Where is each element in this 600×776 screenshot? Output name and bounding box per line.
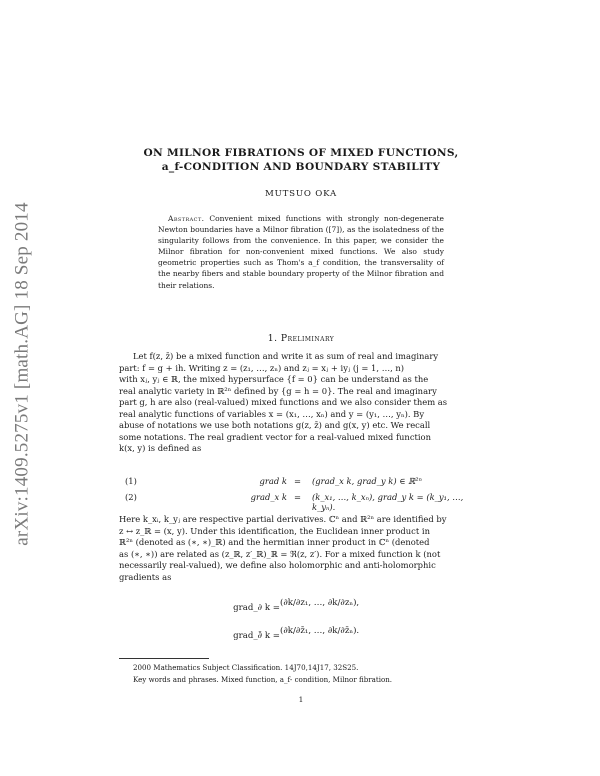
- section-heading: 1. Preliminary: [267, 333, 335, 344]
- footnote-text: Key words and phrases. Mixed function, a_f- condition, Milnor fibration.: [133, 675, 393, 684]
- anti-holomorphic-gradient-equation: [119, 626, 483, 646]
- equation-2: [119, 492, 483, 512]
- equation-lhs: grad k: [259, 476, 287, 486]
- equation-rhs: (k_x₁, …, k_xₙ), grad_y k = (k_y₁, …, k_yₙ).: [312, 492, 464, 512]
- gradient-rhs: (∂k/∂z̄₁, …, ∂k/∂z̄ₙ).: [280, 626, 360, 636]
- gradient-rhs: (∂k/∂z₁, …, ∂k/∂zₙ),: [280, 598, 360, 608]
- equation-lhs: grad_x k: [250, 492, 287, 502]
- text-line: z ↔ z_ℝ = (x, y). Under this identification, the Euclidean inner product in: [119, 525, 430, 536]
- gradient-lhs: grad_∂̄ k =: [233, 631, 280, 641]
- footnote-msc: [119, 662, 483, 673]
- text-line: abuse of notations we use both notations g(z, z̄) and g(x, y) etc. We recall: [119, 420, 431, 430]
- equation-1: [119, 476, 483, 488]
- text-line: k(x, y) is defined as: [119, 443, 202, 453]
- page-number: 1: [298, 695, 304, 704]
- abstract-label: Abstract.: [168, 214, 205, 223]
- text-line: as (∗, ∗)) are related as (z_ℝ, z′_ℝ)_ℝ = ℜ(z, z′). For a mixed function k (not: [119, 548, 441, 559]
- abstract-block: [158, 213, 444, 291]
- text-line: necessarily real-valued), we define also holomorphic and anti-holomorphic: [119, 560, 436, 570]
- author-name: MUTSUO OKA: [264, 189, 337, 199]
- paragraph-2: [119, 514, 483, 583]
- equation-number: (2): [125, 492, 137, 502]
- footnote-text: 2000 Mathematics Subject Classification. 14J70,14J17, 32S25.: [133, 663, 359, 672]
- text-line: part g, h are also (real-valued) mixed functions and we also consider them as: [119, 397, 448, 407]
- text-line: ℝ²ⁿ (denoted as (∗, ∗)_ℝ) and the hermitian inner product in ℂⁿ (denoted: [119, 537, 430, 547]
- gradient-lhs: grad_∂ k =: [233, 603, 280, 613]
- text-line: Let f(z, z̄) be a mixed function and write it as sum of real and imaginary: [133, 351, 439, 361]
- text-line: gradients as: [119, 571, 172, 582]
- equals-sign: =: [294, 476, 302, 486]
- arxiv-sidebar-stamp: [10, 176, 36, 572]
- equation-number: (1): [125, 476, 137, 486]
- text-line: real analytic functions of variables x = (x₁, …, xₙ) and y = (y₁, …, yₙ). By: [119, 408, 425, 419]
- title-line-2: a_f-CONDITION AND BOUNDARY STABILITY: [161, 161, 441, 173]
- text-line: Here k_xᵢ, k_yⱼ are respective partial derivatives. ℂⁿ and ℝ²ⁿ are identified by: [119, 514, 447, 524]
- paper-title: [119, 146, 483, 174]
- text-line: part: f = g + ih. Writing z = (z₁, …, zₙ) and zⱼ = xⱼ + iyⱼ (j = 1, …, n): [119, 362, 405, 373]
- text-line: real analytic variety in ℝ²ⁿ defined by {g = h = 0}. The real and imaginary: [119, 385, 437, 396]
- text-line: some notations. The real gradient vector for a real-valued mixed function: [119, 431, 431, 442]
- text-line: with xⱼ, yⱼ ∈ ℝ, the mixed hypersurface {f = 0} can be understand as the: [119, 374, 429, 384]
- title-line-1: ON MILNOR FIBRATIONS OF MIXED FUNCTIONS,: [143, 147, 459, 159]
- holomorphic-gradient-equation: [119, 598, 483, 618]
- footnote-keywords: [119, 674, 483, 685]
- equation-rhs: (grad_x k, grad_y k) ∈ ℝ²ⁿ: [312, 476, 422, 486]
- arxiv-identifier: arXiv:1409.5275v1 [math.AG] 18 Sep 2014: [12, 202, 33, 546]
- paragraph-1: [119, 351, 483, 455]
- abstract-text: Convenient mixed functions with strongly non-degenerate Newton boundaries have a Milnor fibration ([7]), as the isolatedness of the singularity follows from the convenience. In this paper, we consider the Milnor fibration for non-convenient mixed functions. We also study geometric properties such as Thom's a_f condition, the transversality of the nearby fibers and stable boundary property of the Milnor fibration and their relations.: [158, 214, 444, 290]
- equals-sign: =: [294, 492, 302, 502]
- footnote-divider: [119, 658, 209, 659]
